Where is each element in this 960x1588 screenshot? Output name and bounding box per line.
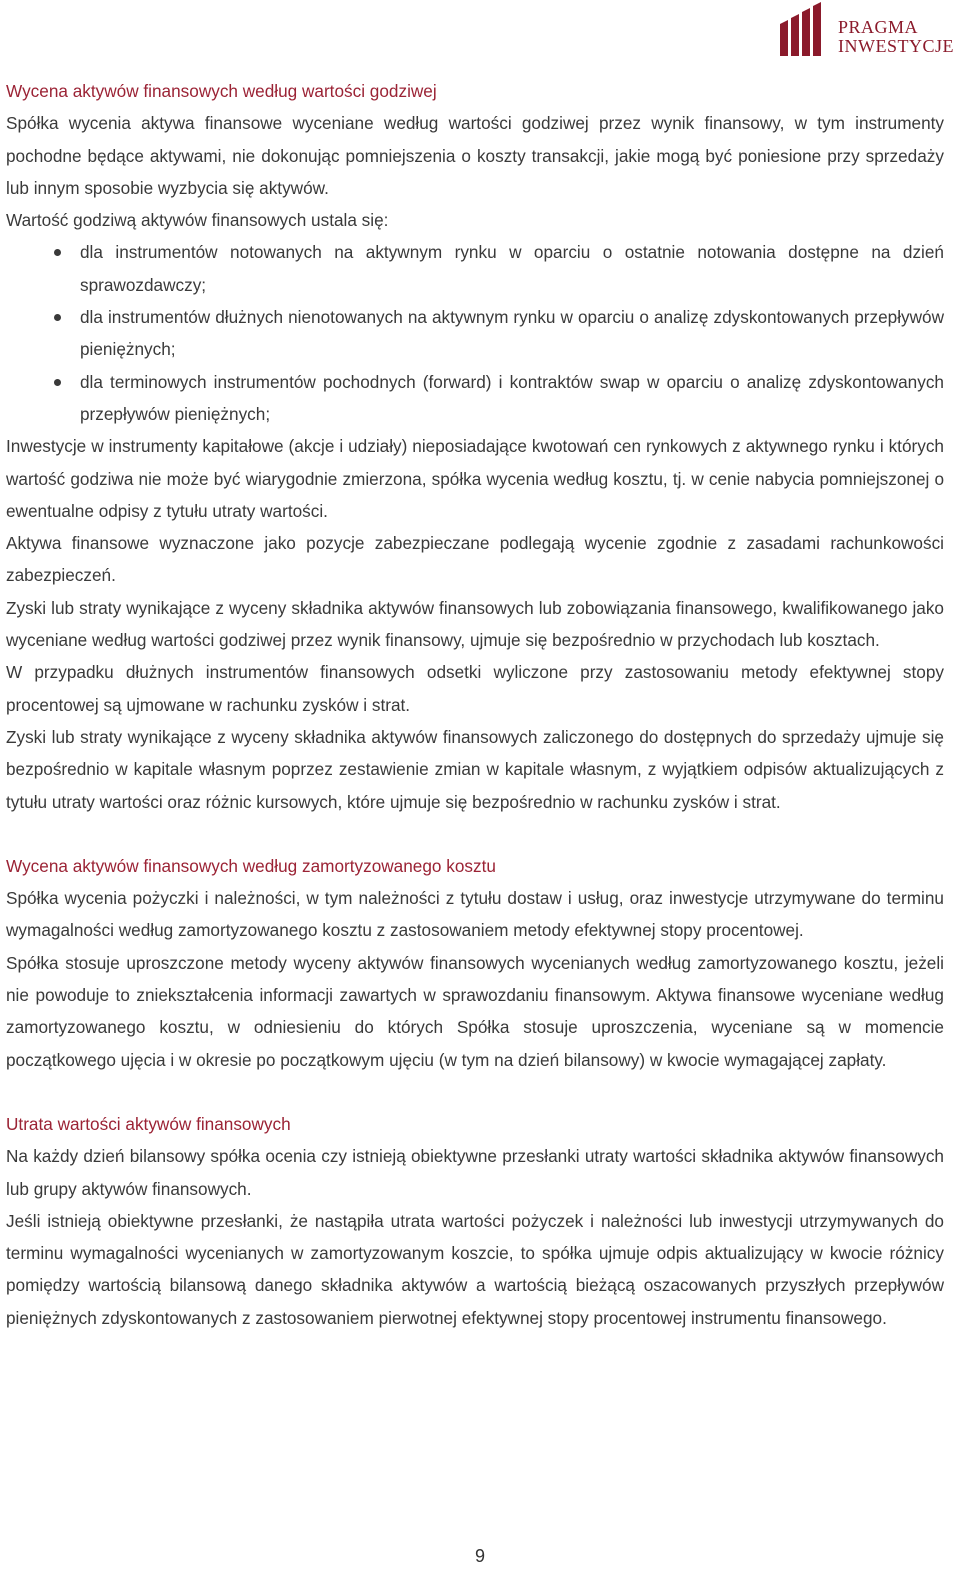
paragraph: W przypadku dłużnych instrumentów finansowych odsetki wyliczone przy zastosowaniu metody efektywnej stopy procentowej są ujmowane w rachunku zysków i strat. <box>6 662 944 715</box>
logo-line2: INWESTYCJE <box>838 36 954 56</box>
bullet-list <box>6 236 944 430</box>
paragraph: Zyski lub straty wynikające z wyceny składnika aktywów finansowych lub zobowiązania finansowego, kwalifikowanego jako wyceniane według wartości godziwej przez wynik finansowy, ujmuje się bezpośrednio w przychodach lub kosztach. <box>6 597 944 651</box>
document-body <box>6 75 944 1334</box>
list-item-text: dla instrumentów notowanych na aktywnym rynku w oparciu o ostatnie notowania dostępne na dzień sprawozdawczy; <box>80 242 944 295</box>
spacer <box>6 818 944 850</box>
paragraph: Zyski lub straty wynikające z wyceny składnika aktywów finansowych zaliczonego do dostępnych do sprzedaży ujmuje się bezpośrednio w kapitale własnym poprzez zestawienie zmian w kapitale własnym, z wyjątkiem odpisów aktualizujących z tytułu utraty wartości oraz różnic kursowych, które ujmuje się bezpośrednio w rachunku zysków i strat. <box>6 726 944 812</box>
paragraph: Na każdy dzień bilansowy spółka ocenia czy istnieją obiektywne przesłanki utraty wartości składnika aktywów finansowych lub grupy aktywów finansowych. <box>6 1146 944 1199</box>
section-heading-fair-value: Wycena aktywów finansowych według wartości godziwej <box>6 81 437 101</box>
company-logo <box>778 0 954 62</box>
paragraph: Wartość godziwą aktywów finansowych ustala się: <box>6 210 389 231</box>
list-item <box>6 301 944 366</box>
bullet-icon <box>54 249 61 256</box>
list-item-text: dla terminowych instrumentów pochodnych (forward) i kontraktów swap w oparciu o analizę zdyskontowanych przepływów pieniężnych; <box>80 371 944 424</box>
list-item-text: dla instrumentów dłużnych nienotowanych na aktywnym rynku w oparciu o analizę zdyskontowanych przepływów pieniężnych; <box>80 307 944 360</box>
bullet-icon <box>54 314 61 321</box>
bullet-icon <box>54 379 61 386</box>
logo-line1: PRAGMA <box>838 17 919 37</box>
list-item <box>6 366 944 431</box>
page-number: 9 <box>474 1546 485 1566</box>
section-heading-impairment: Utrata wartości aktywów finansowych <box>6 1113 291 1134</box>
list-item <box>6 236 944 301</box>
section-heading-amortized-cost: Wycena aktywów finansowych według zamortyzowanego kosztu <box>6 855 496 876</box>
paragraph: Spółka wycenia pożyczki i należności, w tym należności z tytułu dostaw i usług, oraz inwestycje utrzymywane do terminu wymagalności według zamortyzowanego kosztu z zastosowaniem metody efektywnej stopy procentowej. <box>6 888 944 941</box>
spacer <box>6 1076 944 1108</box>
paragraph: Inwestycje w instrumenty kapitałowe (akcje i udziały) nieposiadające kwotowań cen rynkowych z aktywnego rynku i których wartość godziwa nie może być wiarygodnie zmierzona, spółka wycenia według kosztu, tj. w cenie nabycia pomniejszonej o ewentualne odpisy z tytułu utraty wartości. <box>6 436 944 521</box>
paragraph: Spółka wycenia aktywa finansowe wyceniane według wartości godziwej przez wynik finansowy, w tym instrumenty pochodne będące aktywami, nie dokonując pomniejszenia o koszty transakcji, jakie mogą być poniesione przy sprzedaży lub innym sposobie wyzbycia się aktywów. <box>6 113 944 198</box>
paragraph: Aktywa finansowe wyznaczone jako pozycje zabezpieczane podlegają wycenie zgodnie z zasadami rachunkowości zabezpieczeń. <box>6 533 944 586</box>
paragraph: Spółka stosuje uproszczone metody wyceny aktywów finansowych wycenianych według zamortyzowanego kosztu, jeżeli nie powoduje to zniekształcenia informacji zawartych w sprawozdaniu finansowym. Aktywa finansowe wyceniane według zamortyzowanego kosztu, w odniesieniu do których Spółka stosuje uproszczenia, wyceniane są w momencie początkowego ujęcia i w okresie po początkowym ujęciu (w tym na dzień bilansowy) w kwocie wymagającej zapłaty. <box>6 952 944 1070</box>
paragraph: Jeśli istnieją obiektywne przesłanki, że nastąpiła utrata wartości pożyczek i należności lub inwestycji utrzymywanych do terminu wymagalności wycenianych w zamortyzowanym koszcie, to spółka ujmuje odpis aktualizujący w kwocie różnicy pomiędzy wartością bilansową danego składnika aktywów a wartością bieżącą oszacowanych przyszłych przepływów pieniężnych zdyskontowanych z zastosowaniem pierwotnej efektywnej stopy procentowej instrumentu finansowego. <box>6 1210 944 1328</box>
logo-building-icon <box>778 2 830 56</box>
